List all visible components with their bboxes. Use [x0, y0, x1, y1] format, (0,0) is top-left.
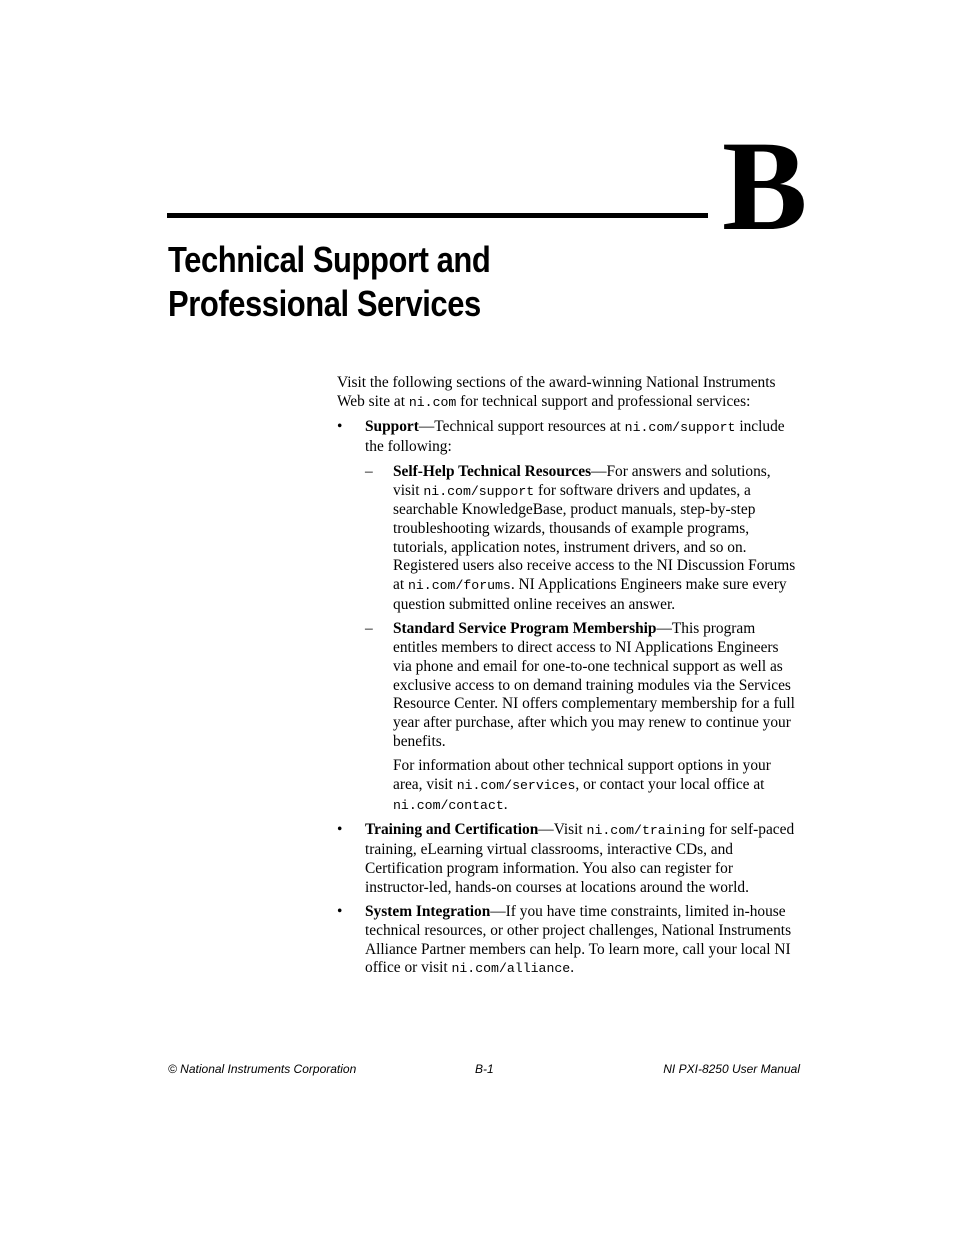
page-footer	[168, 1062, 800, 1078]
intro-text: Visit the following sections of the award-winning National Instruments Web site at	[337, 374, 776, 410]
bullet-icon: •	[337, 418, 343, 436]
training-text-1: —Visit	[538, 821, 587, 839]
self-help-text-3: . NI Applications Engineers make sure every question submitted online receives an answer.	[393, 576, 787, 613]
footer-copyright: © National Instruments Corporation	[168, 1062, 357, 1076]
integration-label: System Integration	[365, 903, 491, 921]
footer-manual-title: NI PXI-8250 User Manual	[663, 1062, 800, 1076]
support-sublist	[365, 463, 799, 752]
link-ni-com-support[interactable]: ni.com/support	[624, 420, 736, 436]
list-item-system-integration	[337, 903, 799, 979]
support-label: Support	[365, 418, 419, 436]
other-text-3: .	[503, 795, 508, 813]
link-ni-com[interactable]: ni.com	[408, 394, 457, 410]
chapter-rule	[167, 213, 708, 218]
self-help-label: Self-Help Technical Resources	[393, 462, 592, 480]
support-text-end: include the following:	[365, 418, 785, 456]
training-text-2: for self-paced training, eLearning virtual classrooms, interactive CDs, and Certification program information. You also can register for instructor-led, hands-on courses at locations around the world.	[365, 821, 795, 896]
integration-paragraph	[365, 903, 799, 979]
self-help-text-1: —For answers and solutions, visit	[393, 462, 771, 499]
support-paragraph	[365, 418, 799, 456]
ssp-label: Standard Service Program Membership	[393, 620, 657, 638]
sublist-item-ssp	[365, 620, 799, 751]
body-content	[337, 374, 799, 985]
ssp-paragraph	[393, 620, 799, 751]
link-ni-com-forums[interactable]: ni.com/forums	[407, 578, 511, 594]
sublist-item-self-help	[365, 463, 799, 615]
dash-icon: –	[365, 462, 373, 480]
training-label: Training and Certification	[365, 821, 539, 839]
other-text-1: For information about other technical support options in your area, visit	[393, 757, 771, 794]
intro-text-end: for technical support and professional services:	[456, 392, 751, 410]
link-ni-com-training[interactable]: ni.com/training	[586, 823, 706, 839]
bullet-icon: •	[337, 821, 343, 839]
page-title	[168, 238, 490, 326]
appendix-letter: B	[722, 115, 808, 257]
intro-paragraph	[337, 374, 799, 412]
bullet-icon: •	[337, 903, 343, 921]
training-paragraph	[365, 821, 799, 897]
integration-text-1: —If you have time constraints, limited in-house technical resources, or other project challenges, National Instruments Alliance Partner members can help. To learn more, call your local NI office or visit	[365, 903, 792, 977]
link-ni-com-contact[interactable]: ni.com/contact	[393, 797, 504, 813]
dash-icon: –	[365, 620, 373, 638]
other-options-paragraph	[337, 757, 799, 815]
other-text-2: , or contact your local office at	[575, 776, 765, 794]
support-text: —Technical support resources at	[418, 418, 625, 436]
page-title-line-2: Professional Services	[168, 283, 481, 324]
ssp-text: —This program entitles members to direct access to NI Applications Engineers via phone and email for one-to-one technical support as well as exclusive access to on demand training modules via the Services Resource Center. NI offers complementary membership for a full year after purchase, after which you may renew to continue your benefits.	[393, 620, 795, 750]
link-ni-com-support-2[interactable]: ni.com/support	[423, 483, 535, 499]
self-help-text-2: for software drivers and updates, a searchable KnowledgeBase, product manuals, step-by-step troubleshooting wizards, thousands of example programs, tutorials, application notes, instrument drivers, and so on. Registered users also receive access to the NI Discussion Forums at	[393, 481, 796, 594]
link-ni-com-alliance[interactable]: ni.com/alliance	[451, 961, 571, 977]
page-title-line-1: Technical Support and	[168, 239, 491, 280]
link-ni-com-services[interactable]: ni.com/services	[456, 778, 576, 794]
self-help-paragraph	[393, 463, 799, 615]
footer-page-number: B-1	[475, 1062, 494, 1076]
list-item-support	[337, 418, 799, 751]
integration-text-2: .	[570, 959, 575, 977]
list-item-training	[337, 821, 799, 897]
